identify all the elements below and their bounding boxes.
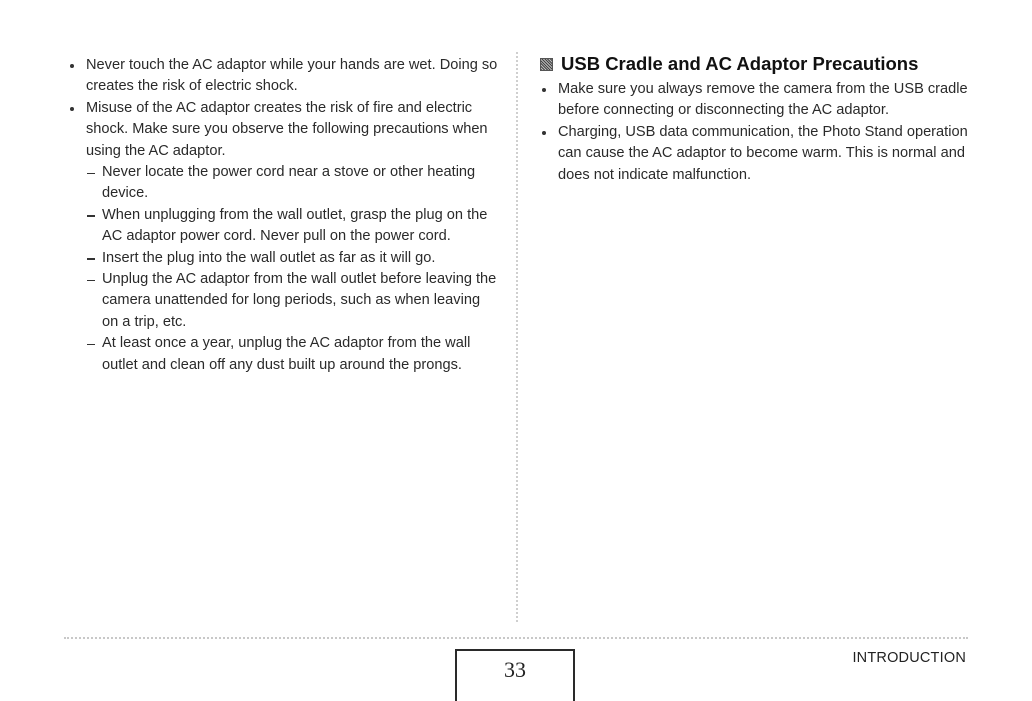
left-column xyxy=(68,55,498,376)
list-item: Never touch the AC adaptor while your hands are wet. Doing so creates the risk of electric shock. xyxy=(68,55,498,98)
section-heading-text: USB Cradle and AC Adaptor Precautions xyxy=(561,53,919,74)
page-number-box xyxy=(455,649,575,701)
page-number: 33 xyxy=(504,657,526,682)
sub-list-item: At least once a year, unplug the AC adaptor from the wall outlet and clean off any dust built up around the prongs. xyxy=(86,333,498,376)
section-heading xyxy=(540,52,980,76)
sub-list-item: Never locate the power cord near a stove or other heating device. xyxy=(86,162,498,205)
column-divider xyxy=(516,52,518,622)
sub-list-item: Unplug the AC adaptor from the wall outlet before leaving the camera unattended for long periods, such as when leaving on a trip, etc. xyxy=(86,269,498,333)
section-label: INTRODUCTION xyxy=(852,650,966,666)
list-item: Make sure you always remove the camera from the USB cradle before connecting or disconnecting the AC adaptor. xyxy=(540,79,980,122)
square-bullet-icon xyxy=(540,58,553,71)
list-item xyxy=(68,98,498,376)
sub-precautions-list xyxy=(86,162,498,376)
list-item-text: Misuse of the AC adaptor creates the risk of fire and electric shock. Make sure you observe the following precautions when using the AC adaptor. xyxy=(86,99,488,159)
list-item: Charging, USB data communication, the Photo Stand operation can cause the AC adaptor to become warm. This is normal and does not indicate malfunction. xyxy=(540,122,980,186)
precautions-list xyxy=(68,55,498,376)
sub-list-item: Insert the plug into the wall outlet as far as it will go. xyxy=(86,248,498,269)
right-column xyxy=(540,55,980,186)
footer-divider xyxy=(64,637,968,639)
sub-list-item: When unplugging from the wall outlet, grasp the plug on the AC adaptor power cord. Never pull on the power cord. xyxy=(86,205,498,248)
cradle-precautions-list xyxy=(540,79,980,186)
